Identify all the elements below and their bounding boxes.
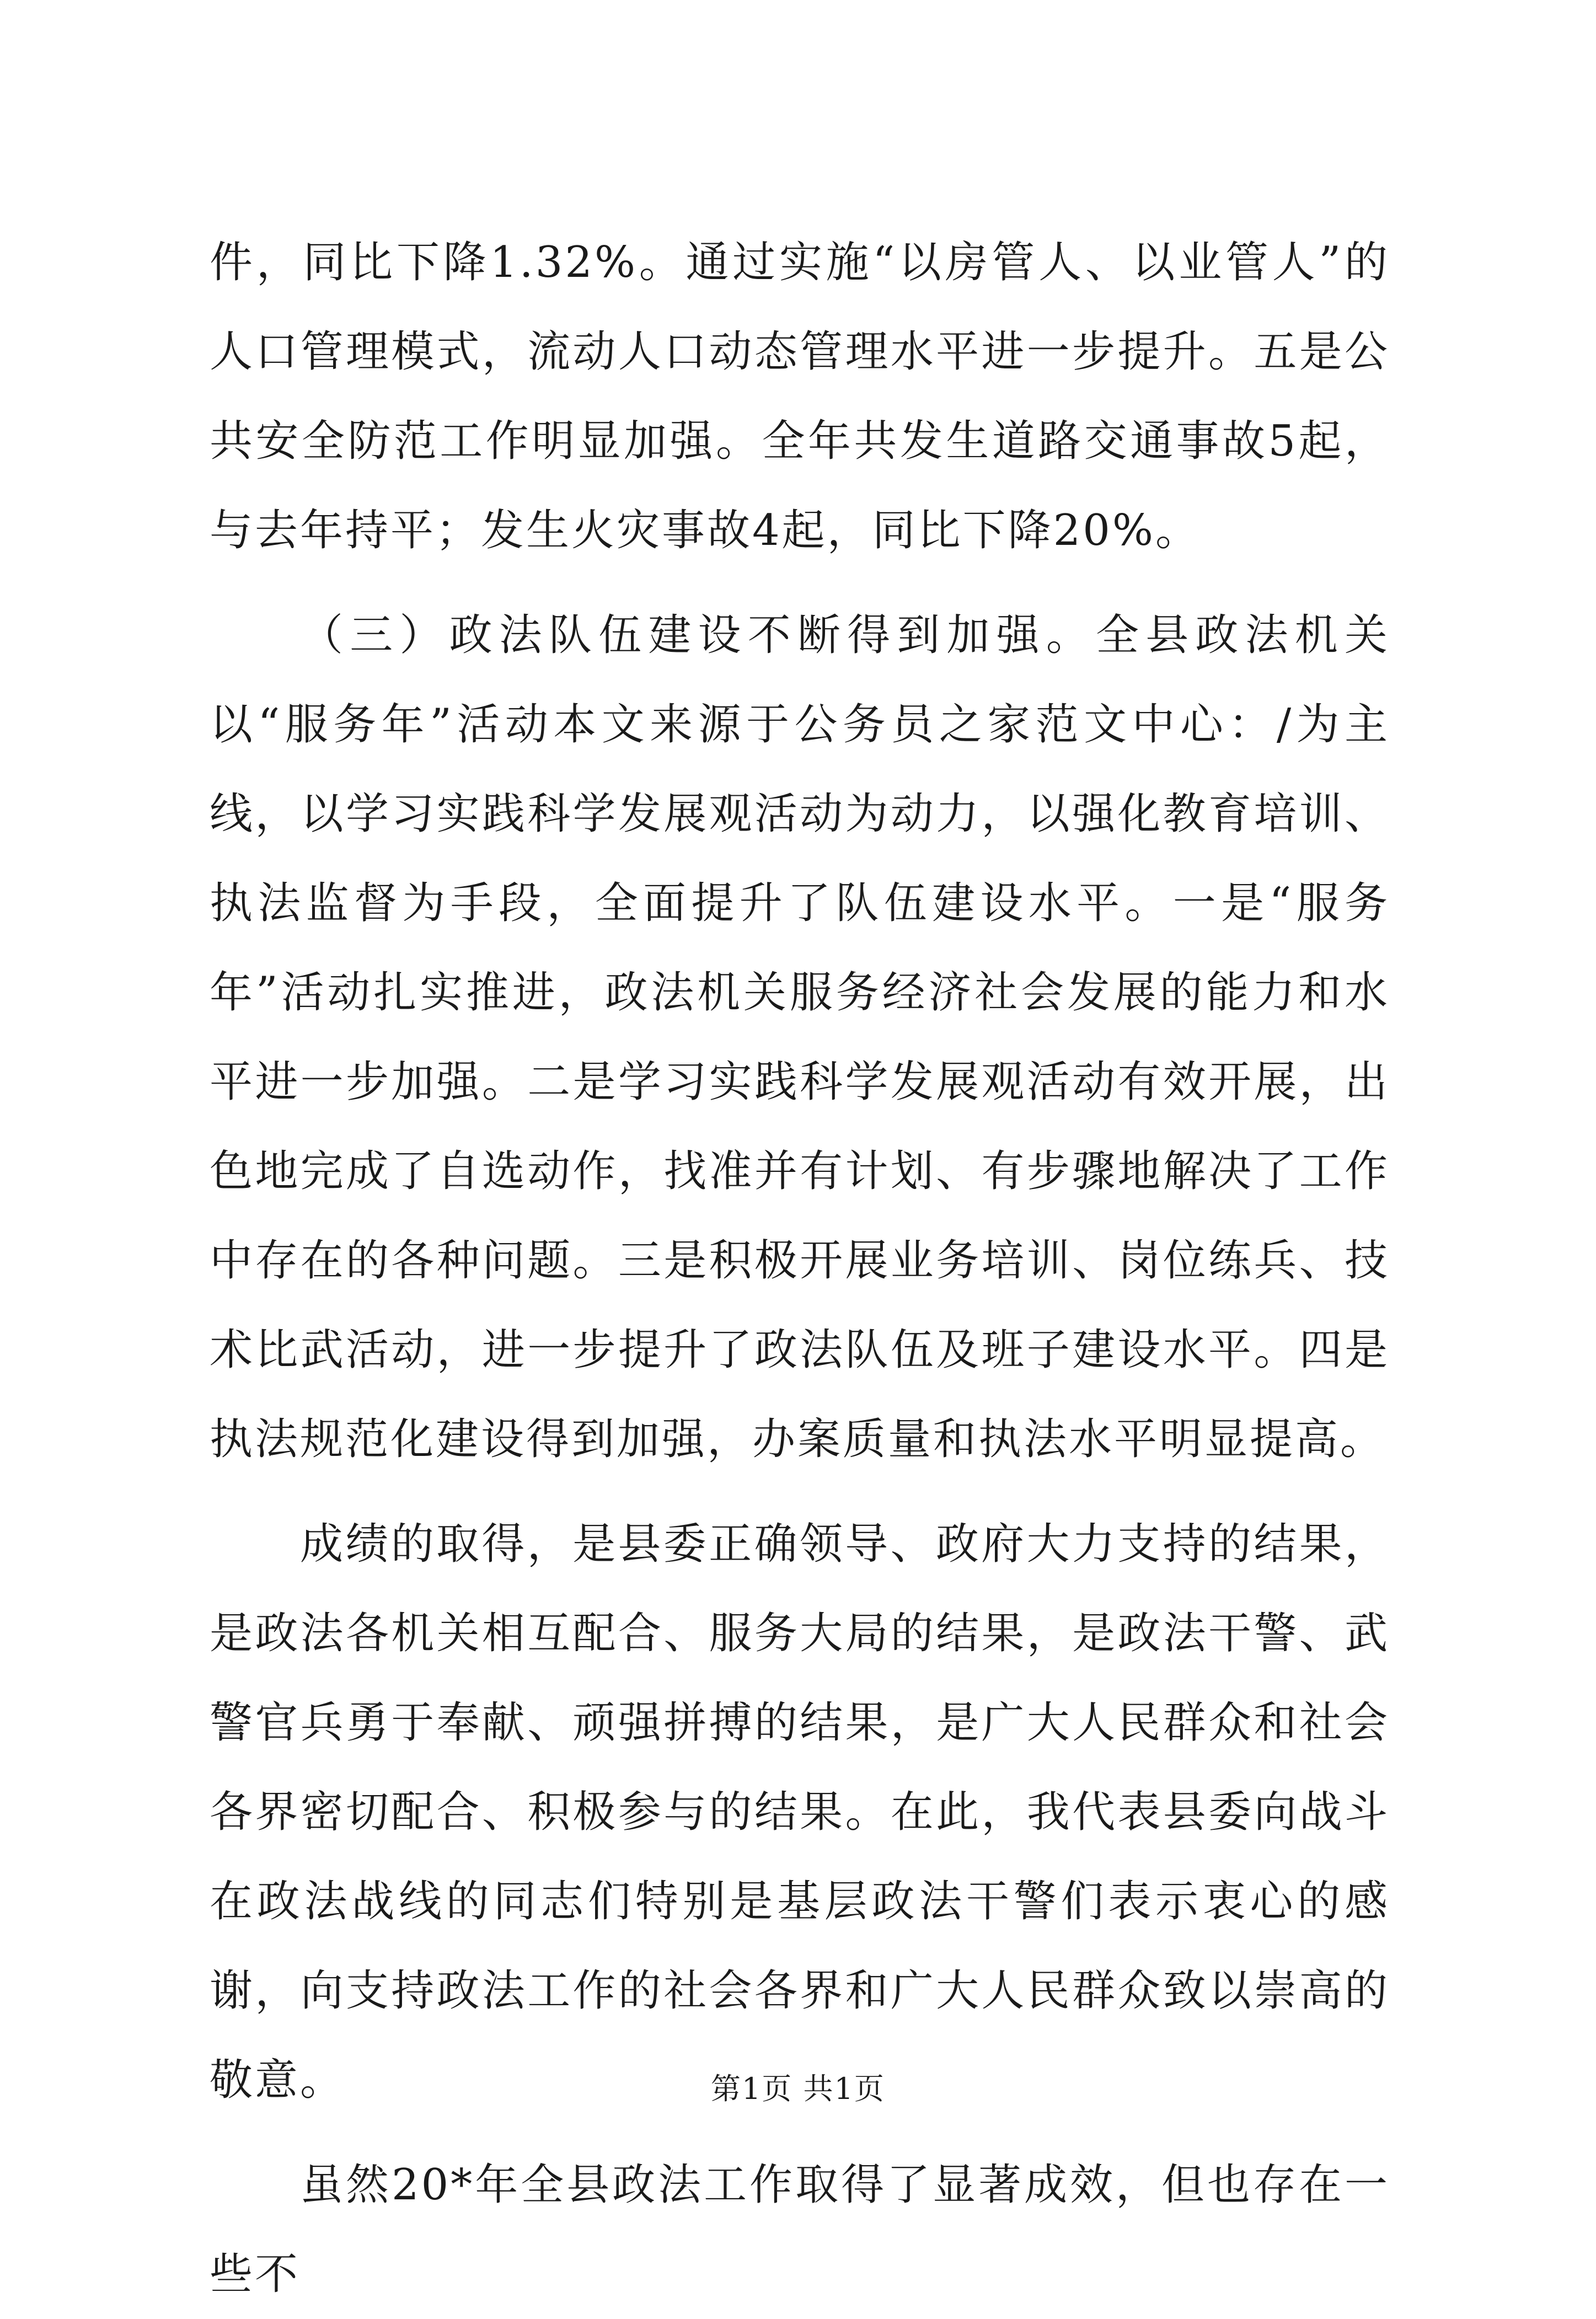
document-body <box>210 218 1390 2319</box>
paragraph-3: 成绩的取得，是县委正确领导、政府大力支持的结果，是政法各机关相互配合、服务大局的结果，是政法干警、武警官兵勇于奉献、顽强拼搏的结果，是广大人民群众和社会各界密切配合、积极参与的结果。在此，我代表县委向战斗在政法战线的同志们特别是基层政法干警们表示衷心的感谢，向支持政法工作的社会各界和广大人民群众致以崇高的敬意。 <box>210 1519 1390 2105</box>
page-number-label: 第1页 共1页 <box>711 2071 885 2106</box>
paragraph-4: 虽然20*年全县政法工作取得了显著成效，但也存在一些不 <box>210 2160 1390 2299</box>
page-footer <box>0 2065 1596 2108</box>
paragraph-2: （三）政法队伍建设不断得到加强。全县政法机关以“服务年”活动本文来源于公务员之家范文中心：/为主线，以学习实践科学发展观活动为动力，以强化教育培训、执法监督为手段，全面提升了队伍建设水平。一是“服务年”活动扎实推进，政法机关服务经济社会发展的能力和水平进一步加强。二是学习实践科学发展观活动有效开展，出色地完成了自选动作，找准并有计划、有步骤地解决了工作中存在的各种问题。三是积极开展业务培训、岗位练兵、技术比武活动，进一步提升了政法队伍及班子建设水平。四是执法规范化建设得到加强，办案质量和执法水平明显提高。 <box>210 610 1390 1464</box>
paragraph-1: 件，同比下降1.32%。通过实施“以房管人、以业管人”的人口管理模式，流动人口动态管理水平进一步提升。五是公共安全防范工作明显加强。全年共发生道路交通事故5起，与去年持平；发生火灾事故4起，同比下降20%。 <box>210 238 1390 555</box>
